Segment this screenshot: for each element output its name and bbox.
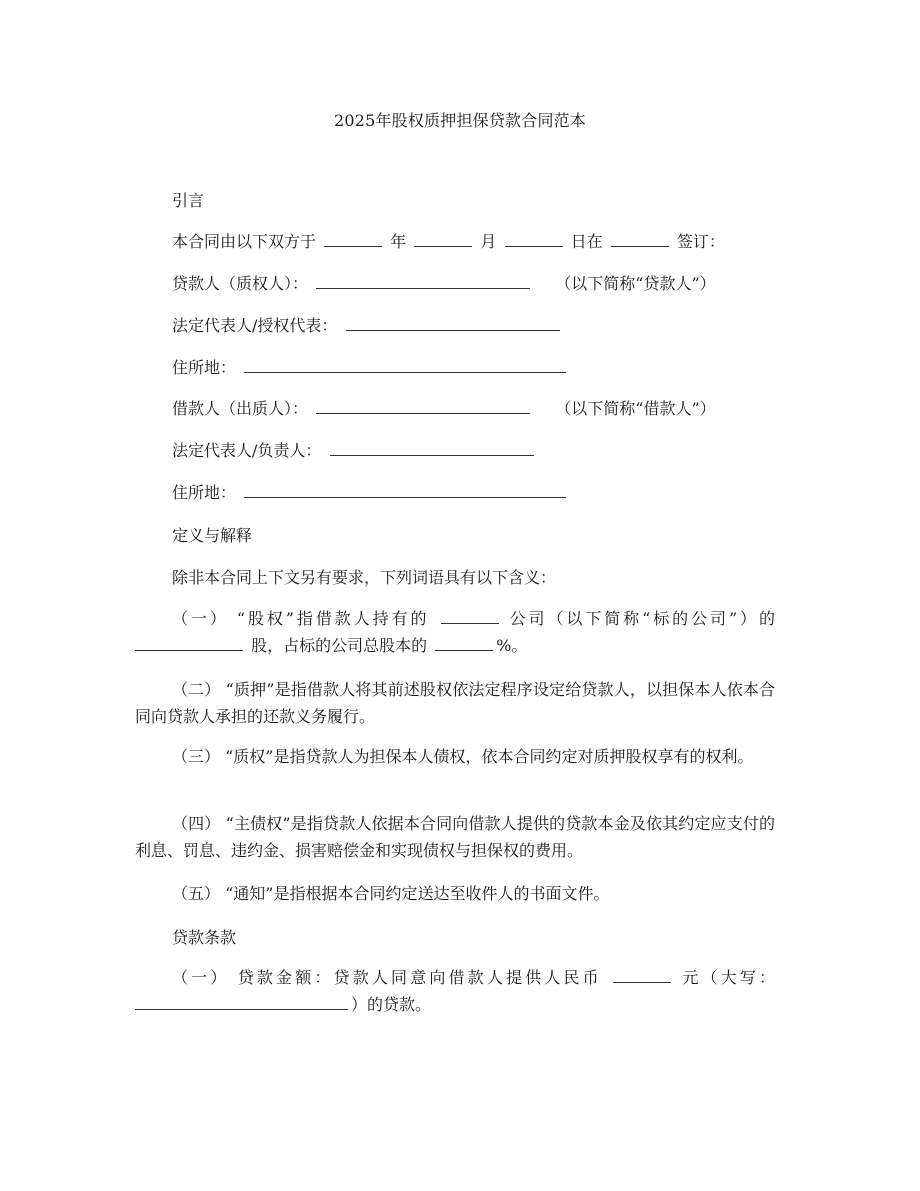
amount-blank[interactable]	[613, 968, 671, 983]
company-blank[interactable]	[441, 609, 499, 624]
section-heading-definitions: 定义与解释	[172, 526, 253, 545]
lender-alias: （以下简称“贷款人”）	[555, 274, 716, 293]
definition-text: 股，占标的公司总股本的	[251, 636, 428, 655]
clause-text: （一） 贷款金额：贷款人同意向借款人提供人民币	[172, 968, 602, 987]
signing-prefix: 本合同由以下双方于	[172, 232, 317, 251]
lender-line	[172, 274, 716, 294]
day-label: 日在	[570, 232, 603, 251]
document-title: 2025年股权质押担保贷款合同范本	[333, 111, 587, 130]
definition-item-equity	[135, 605, 775, 659]
borrower-alias: （以下简称“借款人”）	[555, 399, 716, 418]
lender-address-line	[172, 358, 569, 378]
day-blank[interactable]	[505, 232, 563, 247]
section-heading-intro: 引言	[172, 191, 205, 210]
definition-item-pledge: （二） “质押”是指借款人将其前述股权依法定程序设定给贷款人，以担保本人依本合同向贷款人承担的还款义务履行。	[135, 680, 775, 726]
lender-label: 贷款人（质权人）：	[172, 274, 309, 293]
lender-rep-label: 法定代表人/授权代表：	[172, 316, 338, 335]
year-blank[interactable]	[324, 232, 382, 247]
lender-rep-line	[172, 316, 563, 336]
borrower-rep-label: 法定代表人/负责人：	[172, 441, 322, 460]
borrower-rep-blank[interactable]	[330, 441, 534, 456]
loan-clause-amount	[135, 964, 775, 1018]
definition-text: （一） “股权”指借款人持有的	[172, 609, 430, 628]
definition-item-notice: （五） “通知”是指根据本合同约定送达至收件人的书面文件。	[172, 884, 610, 903]
borrower-label: 借款人（出质人）：	[172, 399, 309, 418]
lender-rep-blank[interactable]	[346, 316, 560, 331]
definition-text: 公司（以下简称“标的公司”）的	[509, 609, 775, 628]
clause-text: ）的贷款。	[351, 995, 432, 1014]
month-label: 月	[480, 232, 497, 251]
borrower-address-label: 住所地：	[172, 483, 237, 502]
definition-item-main-claim: （四） “主债权”是指贷款人依据本合同向借款人提供的贷款本金及依其约定应支付的利息、罚息、违约金、损害赔偿金和实现债权与担保权的费用。	[135, 814, 775, 860]
borrower-name-blank[interactable]	[316, 399, 530, 414]
definition-text: %。	[496, 636, 528, 655]
signed-label: 签订：	[676, 232, 725, 251]
borrower-address-line	[172, 483, 569, 503]
month-blank[interactable]	[414, 232, 472, 247]
place-blank[interactable]	[611, 232, 669, 247]
lender-address-blank[interactable]	[244, 358, 566, 373]
shares-blank[interactable]	[135, 636, 243, 651]
percent-blank[interactable]	[435, 636, 493, 651]
clause-text: 元（大写：	[682, 968, 775, 987]
borrower-line	[172, 399, 716, 419]
signing-date-line	[172, 232, 725, 252]
amount-words-blank[interactable]	[135, 995, 348, 1010]
definitions-intro: 除非本合同上下文另有要求，下列词语具有以下含义：	[172, 568, 557, 587]
section-heading-loan-terms: 贷款条款	[172, 928, 237, 947]
definition-item-pledge-right: （三） “质权”是指贷款人为担保本人债权，依本合同约定对质押股权享有的权利。	[172, 747, 754, 766]
borrower-rep-line	[172, 441, 537, 461]
lender-address-label: 住所地：	[172, 358, 237, 377]
year-label: 年	[390, 232, 407, 251]
borrower-address-blank[interactable]	[244, 483, 566, 498]
lender-name-blank[interactable]	[316, 274, 530, 289]
